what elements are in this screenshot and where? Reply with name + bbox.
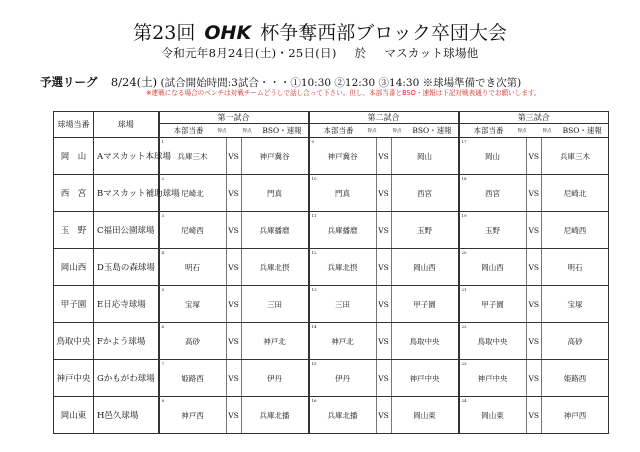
- match-cell: [309, 397, 459, 434]
- match-number: 22: [461, 324, 467, 329]
- away-team-name: 鳥取中央: [409, 336, 440, 346]
- home-team-name: 岡山東: [481, 410, 504, 420]
- home-team: [310, 175, 377, 211]
- match-number: 24: [461, 398, 467, 403]
- home-team: [460, 360, 527, 396]
- match-cell: [159, 175, 309, 212]
- away-team-name: 兵庫北播: [259, 410, 290, 420]
- match-cell: [159, 323, 309, 360]
- match-cell: [309, 360, 459, 397]
- vs-label: VS: [378, 373, 389, 383]
- away-team-name: 姫路西: [563, 373, 587, 383]
- home-team: [310, 286, 377, 322]
- away-team-name: 兵庫播磨: [259, 225, 290, 235]
- away-team-name: 神戸冀谷: [259, 151, 290, 161]
- home-team: [160, 360, 227, 396]
- home-team-name: 玉野: [485, 225, 500, 235]
- match-number: 2: [161, 176, 165, 181]
- home-team: [310, 360, 377, 396]
- home-team: [160, 212, 227, 248]
- home-team: [310, 138, 377, 174]
- away-team: [391, 138, 458, 174]
- home-team: [310, 249, 377, 285]
- home-team: [160, 138, 227, 174]
- vs-label: VS: [228, 262, 239, 272]
- home-team: [460, 175, 527, 211]
- sub-header-bso: BSO・速報: [412, 126, 452, 135]
- match-cell: [309, 323, 459, 360]
- match-number: 14: [311, 324, 317, 329]
- match-number: 13: [311, 287, 317, 292]
- match-number: 18: [461, 176, 467, 181]
- home-team: [160, 286, 227, 322]
- away-team-name: 門真: [267, 188, 282, 198]
- table-row: [54, 286, 609, 323]
- header-venue: 球場: [94, 112, 159, 138]
- match-number: 12: [311, 250, 317, 255]
- title-suffix: 杯争奪西部ブロック卒団大会: [260, 22, 507, 44]
- header-duty: 球場当番: [54, 112, 94, 138]
- page-subtitle: [0, 45, 640, 61]
- away-team-name: 兵庫三木: [560, 151, 590, 161]
- sub-header-home: 本部当番: [473, 126, 504, 135]
- match-cell: [459, 212, 609, 249]
- match-cell: [459, 138, 609, 175]
- vs-label: VS: [378, 188, 389, 198]
- away-team: [391, 323, 458, 359]
- away-team-name: 兵庫北摂: [259, 262, 290, 272]
- match-cell: [459, 175, 609, 212]
- away-team: [541, 397, 608, 433]
- match-number: 15: [311, 361, 317, 366]
- title-prefix: 第23回: [133, 22, 196, 44]
- sub-header-home: 本部当番: [173, 126, 204, 135]
- match-cell: [459, 397, 609, 434]
- away-team: [391, 397, 458, 433]
- home-team-name: 兵庫三木: [177, 151, 208, 161]
- away-team: [391, 212, 458, 248]
- away-team: [241, 249, 308, 285]
- home-team-name: 兵庫播磨: [327, 225, 358, 235]
- away-team-name: 岡山東: [413, 410, 436, 420]
- away-team: [541, 249, 608, 285]
- table-row: [54, 212, 609, 249]
- away-team: [541, 360, 608, 396]
- vs-label: VS: [378, 299, 389, 309]
- home-team-name: 神戸中央: [477, 373, 508, 383]
- duty-cell: 鳥取中央: [54, 323, 94, 360]
- home-team: [160, 323, 227, 359]
- away-team-name: 尼崎西: [563, 225, 587, 235]
- home-team: [310, 397, 377, 433]
- match-cell: [459, 323, 609, 360]
- prelim-schedule: (試合開始時間:3試合・・・①10:30 ②12:30 ③14:30 ※球場準備でき次第): [160, 77, 522, 89]
- vs-label: VS: [378, 336, 389, 346]
- venue-cell: E日応寺球場: [94, 286, 159, 323]
- match-number: 4: [161, 250, 165, 255]
- match-cell: [309, 286, 459, 323]
- match-number: 11: [311, 213, 317, 218]
- away-team: [541, 323, 608, 359]
- match-cell: [309, 212, 459, 249]
- away-team-name: 玉野: [417, 225, 432, 235]
- vs-label: VS: [228, 225, 239, 235]
- match-number: 21: [461, 287, 467, 292]
- schedule-table: [53, 111, 609, 434]
- home-team-name: 姫路西: [181, 373, 204, 383]
- match-cell: [159, 397, 309, 434]
- page-title: [0, 22, 640, 44]
- away-team: [391, 286, 458, 322]
- match-number: 20: [461, 250, 467, 255]
- vs-label: VS: [528, 299, 540, 309]
- match-number: 6: [161, 324, 165, 329]
- vs-label: VS: [228, 410, 239, 420]
- away-team-name: 伊丹: [267, 373, 282, 383]
- match-number: 17: [461, 139, 467, 144]
- home-team-name: 尼崎西: [181, 225, 204, 235]
- home-team-name: 三田: [335, 299, 350, 309]
- home-team: [160, 397, 227, 433]
- match-number: 19: [461, 213, 467, 218]
- match-cell: [459, 360, 609, 397]
- away-team: [241, 175, 308, 211]
- venue-cell: Aマスカット本球場: [94, 138, 159, 175]
- vs-label: VS: [228, 188, 239, 198]
- match-number: 5: [161, 287, 165, 292]
- home-team-name: 伊丹: [335, 373, 350, 383]
- duty-cell: 玉 野: [54, 212, 94, 249]
- match-cell: [309, 249, 459, 286]
- home-team-name: 岡山: [485, 151, 500, 161]
- match-number: 16: [311, 398, 317, 403]
- away-team-name: 岡山: [417, 151, 432, 161]
- match-cell: [459, 286, 609, 323]
- vs-label: VS: [528, 410, 540, 420]
- away-team: [241, 212, 308, 248]
- table-row: [54, 323, 609, 360]
- match-cell: [159, 286, 309, 323]
- duty-cell: 甲子園: [54, 286, 94, 323]
- match-cell: [159, 138, 309, 175]
- duty-cell: 西 宮: [54, 175, 94, 212]
- away-team-name: 甲子園: [413, 299, 436, 309]
- home-team: [460, 286, 527, 322]
- sub-header-home: 本部当番: [323, 126, 354, 135]
- header-game-2: 第二試合: [309, 112, 459, 124]
- sub-header-game-1: [159, 124, 309, 138]
- header-game-1: 第一試合: [159, 112, 309, 124]
- home-team-name: 明石: [185, 262, 200, 272]
- home-team: [310, 323, 377, 359]
- sub-header-pts2: 得点: [242, 128, 252, 134]
- home-team-name: 神戸西: [181, 410, 204, 420]
- away-team-name: 神戸中央: [409, 373, 440, 383]
- away-team-name: 三田: [267, 299, 282, 309]
- away-team: [241, 138, 308, 174]
- vs-label: VS: [528, 373, 540, 383]
- away-team: [541, 212, 608, 248]
- away-team: [391, 360, 458, 396]
- home-team-name: 門真: [335, 188, 350, 198]
- away-team: [541, 286, 608, 322]
- away-team: [541, 175, 608, 211]
- duty-cell: 岡山東: [54, 397, 94, 434]
- home-team: [160, 175, 227, 211]
- vs-label: VS: [378, 262, 389, 272]
- home-team: [460, 323, 527, 359]
- home-team: [160, 249, 227, 285]
- match-number: 3: [161, 213, 165, 218]
- home-team: [460, 397, 527, 433]
- match-number: 23: [461, 361, 467, 366]
- home-team: [460, 138, 527, 174]
- sub-header-pts2: 得点: [392, 128, 402, 134]
- vs-label: VS: [228, 151, 239, 161]
- sub-header-pts2: 得点: [542, 128, 552, 134]
- match-cell: [309, 138, 459, 175]
- away-team-name: 岡山西: [413, 262, 436, 272]
- sub-header-bso: BSO・速報: [262, 126, 302, 135]
- vs-label: VS: [528, 262, 540, 272]
- subtitle-at: 於: [354, 46, 367, 60]
- sub-header-pts: 得点: [517, 128, 527, 134]
- table-row: [54, 397, 609, 434]
- away-team-name: 高砂: [567, 336, 583, 346]
- home-team-name: 甲子園: [481, 299, 504, 309]
- home-team: [310, 212, 377, 248]
- sub-header-pts: 得点: [367, 128, 377, 134]
- vs-label: VS: [378, 225, 389, 235]
- home-team-name: 尼崎北: [181, 188, 204, 198]
- venue-cell: Gかもがわ球場: [94, 360, 159, 397]
- title-brand: OHK: [204, 22, 252, 44]
- match-number: 8: [161, 398, 165, 403]
- home-team-name: 鳥取中央: [477, 336, 508, 346]
- bench-notice: ※連戦になる場合のベンチは対戦チームどうしで話し合って下さい。但し、本部当番とBSO・速報は下記対戦表通りでお願いします。: [146, 89, 541, 97]
- sub-header-game-2: [309, 124, 459, 138]
- away-team: [391, 249, 458, 285]
- home-team-name: 兵庫北摂: [327, 262, 358, 272]
- table-row: [54, 175, 609, 212]
- sub-header-pts: 得点: [217, 128, 227, 134]
- away-team-name: 宝塚: [567, 299, 583, 309]
- home-team-name: 神戸冀谷: [327, 151, 358, 161]
- prelim-heading: 予選リーグ: [40, 75, 98, 89]
- venue-cell: H邑久球場: [94, 397, 159, 434]
- duty-cell: 岡山西: [54, 249, 94, 286]
- home-team-name: 神戸北: [331, 336, 354, 346]
- venue-cell: Fかよう球場: [94, 323, 159, 360]
- home-team: [460, 212, 527, 248]
- away-team-name: 神戸西: [563, 410, 587, 420]
- header-game-3: 第三試合: [459, 112, 609, 124]
- away-team-name: 尼崎北: [563, 188, 587, 198]
- duty-cell: 神戸中央: [54, 360, 94, 397]
- table-row: [54, 249, 609, 286]
- match-cell: [159, 360, 309, 397]
- match-number: 7: [161, 361, 165, 366]
- match-number: 10: [311, 176, 317, 181]
- table-row: [54, 360, 609, 397]
- away-team-name: 西宮: [417, 188, 432, 198]
- away-team: [241, 286, 308, 322]
- home-team: [460, 249, 527, 285]
- match-number: 1: [161, 139, 165, 144]
- away-team: [241, 323, 308, 359]
- vs-label: VS: [528, 151, 540, 161]
- match-cell: [459, 249, 609, 286]
- away-team: [391, 175, 458, 211]
- match-cell: [309, 175, 459, 212]
- venue-cell: C福田公園球場: [94, 212, 159, 249]
- vs-label: VS: [528, 225, 540, 235]
- away-team: [541, 138, 608, 174]
- away-team-name: 明石: [567, 262, 583, 272]
- away-team-name: 神戸北: [263, 336, 286, 346]
- vs-label: VS: [378, 151, 389, 161]
- home-team-name: 宝塚: [185, 299, 200, 309]
- sub-header-bso: BSO・速報: [562, 126, 602, 135]
- vs-label: VS: [228, 373, 239, 383]
- sub-header-game-3: [459, 124, 609, 138]
- away-team: [241, 397, 308, 433]
- vs-label: VS: [228, 336, 239, 346]
- vs-label: VS: [528, 336, 540, 346]
- home-team-name: 高砂: [185, 336, 200, 346]
- vs-label: VS: [378, 410, 389, 420]
- venue-cell: Bマスカット補助球場: [94, 175, 159, 212]
- duty-cell: 岡 山: [54, 138, 94, 175]
- subtitle-dates: 令和元年8月24日(土)・25日(日): [161, 46, 337, 60]
- home-team-name: 岡山西: [481, 262, 504, 272]
- away-team: [241, 360, 308, 396]
- venue-cell: D玉島の森球場: [94, 249, 159, 286]
- match-cell: [159, 249, 309, 286]
- vs-label: VS: [228, 299, 239, 309]
- match-cell: [159, 212, 309, 249]
- subtitle-venue: マスカット球場他: [384, 46, 479, 60]
- home-team-name: 兵庫北播: [327, 410, 358, 420]
- match-number: 9: [311, 139, 315, 144]
- vs-label: VS: [528, 188, 540, 198]
- home-team-name: 西宮: [485, 188, 500, 198]
- prelim-date: 8/24(土): [110, 75, 158, 89]
- table-row: [54, 138, 609, 175]
